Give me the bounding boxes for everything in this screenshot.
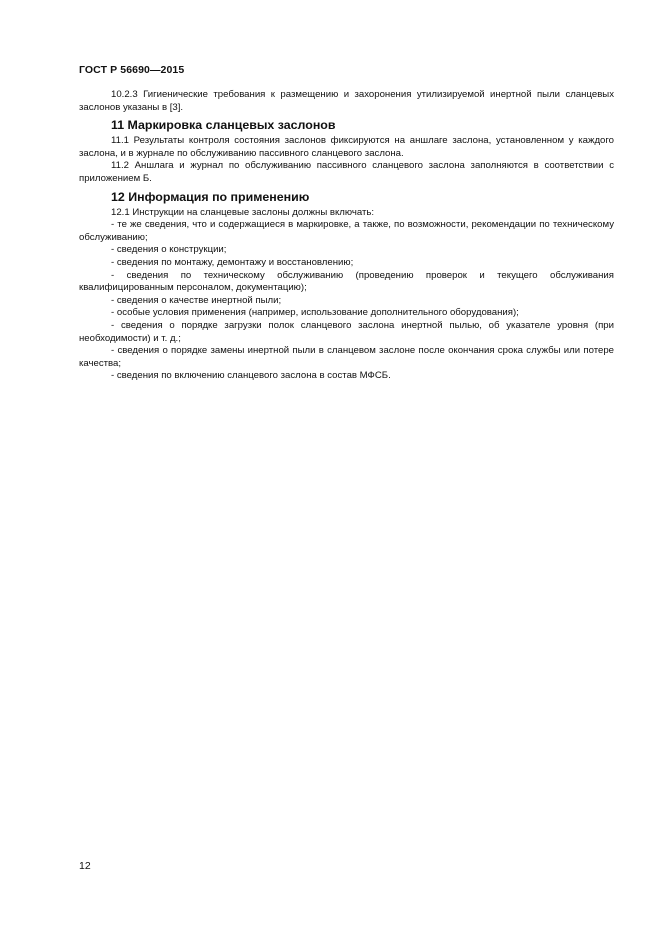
paragraph-12-1: 12.1 Инструкции на сланцевые заслоны должны включать: <box>111 206 375 218</box>
list-item: - сведения о конструкции; <box>111 244 227 256</box>
page-number: 12 <box>79 860 91 872</box>
paragraph-11-2: 11.2 Аншлага и журнал по обслуживанию пассивного сланцевого заслона заполняются в соответствии с приложением Б. <box>79 160 614 184</box>
list-item: - сведения о качестве инертной пыли; <box>111 294 282 306</box>
list-item: - сведения о порядке загрузки полок сланцевого заслона инертной пылью, об указателе уровня (при необходимости) и т. д.; <box>79 319 614 344</box>
list-item: - сведения по техническому обслуживанию (проведению проверок и текущего обслуживания квалифицированным персоналом, документацию); <box>79 269 614 294</box>
paragraph-11-1: 11.1 Результаты контроля состояния заслонов фиксируются на аншлаге заслона, установленном у каждого заслона, и в журнале по обслуживанию пассивного сланцевого заслона. <box>79 135 614 159</box>
document-header-standard-id: ГОСТ Р 56690—2015 <box>79 64 185 76</box>
list-item: - сведения по включению сланцевого заслона в состав МФСБ. <box>111 370 391 382</box>
section-11-heading: 11 Маркировка сланцевых заслонов <box>111 118 336 133</box>
document-body <box>79 89 614 383</box>
list-item: - особые условия применения (например, использование дополнительного оборудования); <box>111 307 519 319</box>
section-12-heading: 12 Информация по применению <box>111 189 310 204</box>
list-item: - сведения о порядке замены инертной пыли в сланцевом заслоне после окончания срока службы или потере качества; <box>79 345 614 369</box>
list-item: - сведения по монтажу, демонтажу и восстановлению; <box>111 256 354 268</box>
paragraph-10-2-3: 10.2.3 Гигиенические требования к размещению и захоронения утилизируемой инертной пыли сланцевых заслонов указаны в [3]. <box>79 89 614 113</box>
list-item: - те же сведения, что и содержащиеся в маркировке, а также, по возможности, рекомендации по техническому обслуживанию; <box>79 219 614 243</box>
